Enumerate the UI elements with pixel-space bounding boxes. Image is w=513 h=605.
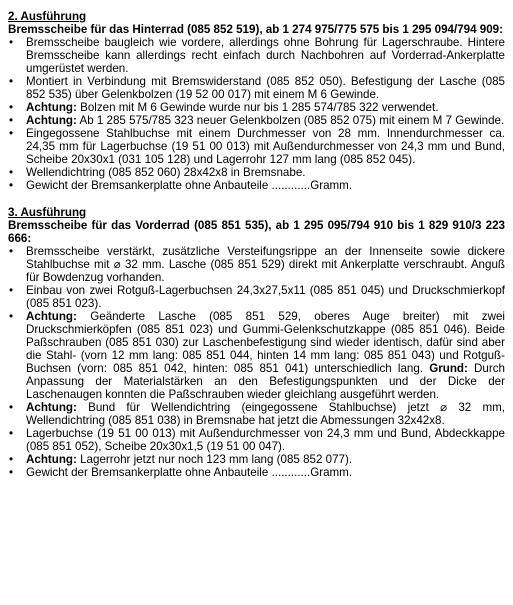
list-item	[8, 101, 505, 114]
item-text: Bremsscheibe baugleich wie vordere, allerdings ohne Bohrung für Lagerschraube. Hintere Bremsscheibe kann allerdings recht einfach durch Nachbohren auf Vorderrad-Ankerplatte umgerüstet werden.	[26, 36, 505, 75]
section-heading: 3. Ausführung	[8, 206, 87, 219]
bullet-list	[8, 36, 505, 192]
item-text: Lagerrohr jetzt nur noch 123 mm lang (085 852 077).	[80, 453, 353, 466]
list-item	[8, 401, 505, 427]
section-title: Bremsscheibe für das Hinterrad (085 852 519), ab 1 274 975/775 575 bis 1 295 094/794 909:	[8, 23, 503, 36]
list-item	[8, 114, 505, 127]
section-3	[8, 206, 505, 479]
item-label: Achtung:	[26, 114, 77, 127]
item-text: Gewicht der Bremsankerplatte ohne Anbauteile ............Gramm.	[26, 466, 353, 479]
item-text: Bremsscheibe verstärkt, zusätzliche Versteifungsrippe an der Innenseite sowie dickere Stahlbuchse mit ⌀ 32 mm. Lasche (085 851 529) direkt mit Ankerplatte verschraubt. Anguß für Bowdenzug vorhanden.	[26, 245, 505, 284]
list-item	[8, 179, 505, 192]
item-text: Bolzen mit M 6 Gewinde wurde nur bis 1 285 574/785 322 verwendet.	[80, 101, 439, 114]
item-label: Achtung:	[26, 101, 77, 114]
list-item	[8, 166, 505, 179]
section-title: Bremsscheibe für das Vorderrad (085 851 535), ab 1 295 095/794 910 bis 1 829 910/3 223 666:	[8, 219, 505, 245]
item-text: Lagerbuchse (19 51 00 013) mit Außendurchmesser von 24,3 mm und Bund, Abdeckkappe (085 851 052), Scheibe 20x30x1,5 (19 51 00 047).	[26, 427, 505, 453]
item-text: Bund für Wellendichtring (eingegossene Stahlbuchse) jetzt ⌀ 32 mm, Wellendichtring (085 851 038) in Bremsnabe hat jetzt die Abmessungen 32x42x8.	[26, 401, 505, 427]
list-item	[8, 427, 505, 453]
list-item	[8, 310, 505, 401]
list-item	[8, 466, 505, 479]
bullet-list	[8, 245, 505, 479]
item-label-reason: Grund:	[429, 362, 468, 375]
item-text: Montiert in Verbindung mit Bremswiderstand (085 852 050). Befestigung der Lasche (085 852 535) über Gelenkbolzen (19 52 00 017) mit einem M 6 Gewinde.	[26, 75, 505, 101]
item-text-reason: Durch Anpassung der Materialstärken an den Befestigungspunkten und der Dicke der Laschenaugen konnten die Paßschrauben wieder gleichlang ausgeführt werden.	[26, 362, 505, 401]
item-text: Eingegossene Stahlbuchse mit einem Durchmesser von 28 mm. Innendurchmesser ca. 24,35 mm für Lagerbuchse (19 51 00 013) mit Außendurchmesser von 24,3 mm und Bund, Scheibe 20x30x1 (031 105 128) und Lagerrohr 127 mm lang (085 852 045).	[26, 127, 505, 166]
item-label: Achtung:	[26, 401, 77, 414]
item-text: Wellendichtring (085 852 060) 28x42x8 in Bremsnabe.	[26, 166, 306, 179]
section-heading: 2. Ausführung	[8, 10, 87, 23]
list-item	[8, 245, 505, 284]
list-item	[8, 127, 505, 166]
item-text: Einbau von zwei Rotguß-Lagerbuchsen 24,3x27,5x11 (085 851 045) und Druckschmierkopf (085 851 023).	[26, 284, 505, 310]
section-2	[8, 10, 505, 192]
item-text: Gewicht der Bremsankerplatte ohne Anbauteile ............Gramm.	[26, 179, 353, 192]
list-item	[8, 453, 505, 466]
item-text: Geänderte Lasche (085 851 529, oberes Auge breiter) mit zwei Druckschmierköpfen (085 851 023) und Gummi-Gelenkschutzkappe (085 851 046). Beide Paßschrauben (085 851 030) zur Laschenbefestigung sind wieder identisch, dafür sind aber die Stahl- (vorn 12 mm lang: 085 851 044, hinten 14 mm lang: 085 851 043) und Rotguß-Buchsen (vorn: 085 851 042, hinten: 085 851 041) unterschiedlich lang.	[26, 310, 505, 375]
item-text: Ab 1 285 575/785 323 neuer Gelenkbolzen (085 852 075) mit einem M 7 Gewinde.	[79, 114, 505, 127]
list-item	[8, 284, 505, 310]
item-label: Achtung:	[26, 310, 77, 323]
item-label: Achtung:	[26, 453, 77, 466]
list-item	[8, 75, 505, 101]
list-item	[8, 36, 505, 75]
